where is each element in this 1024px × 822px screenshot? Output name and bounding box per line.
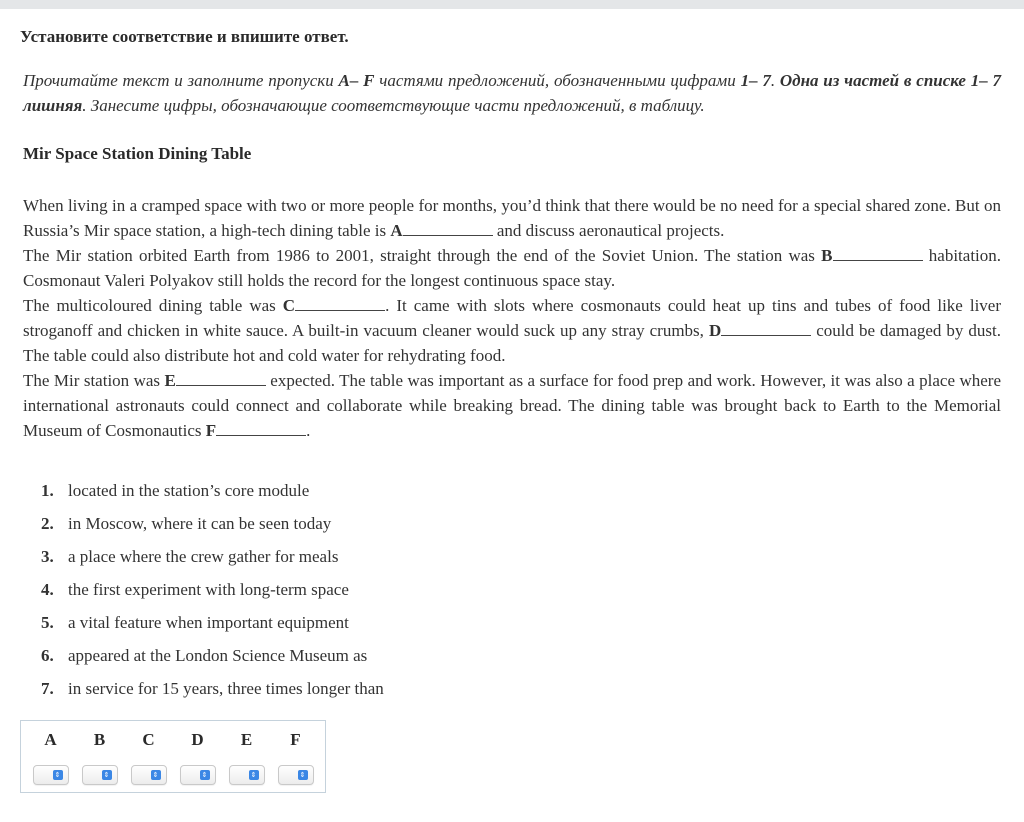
- gap-line-c: [295, 295, 385, 311]
- gap-letter-a: A: [390, 221, 403, 240]
- answer-select-f[interactable]: [278, 765, 314, 785]
- gap-line-e: [176, 370, 266, 386]
- reading-text: [23, 193, 1001, 443]
- option-item: 1. located in the station’s core module: [41, 481, 310, 500]
- answer-header-a: A: [44, 730, 57, 749]
- paragraph-4: The Mir station was E expected. The table was important as a surface for food prep and work. However, it was also a place where international astronauts could connect and collaborate while breaking bread. The dining table was brought back to Earth to the Memorial Museum of Cosmonautics F .: [23, 371, 1002, 440]
- updown-arrows-icon: ⇕: [200, 770, 210, 780]
- answer-column-c: [124, 721, 173, 792]
- answer-select-e[interactable]: [229, 765, 265, 785]
- answer-header-e: E: [240, 730, 253, 749]
- task-heading: Установите соответствие и впишите ответ.: [20, 27, 349, 46]
- answer-select-c[interactable]: [131, 765, 167, 785]
- gap-letter-e: E: [164, 371, 176, 390]
- answer-column-f: [271, 721, 320, 792]
- option-item: 7. in service for 15 years, three times longer than: [41, 679, 384, 698]
- text-title: Mir Space Station Dining Table: [23, 144, 252, 163]
- gap-letter-b: B: [821, 246, 833, 265]
- updown-arrows-icon: ⇕: [53, 770, 63, 780]
- answer-select-d[interactable]: [180, 765, 216, 785]
- answer-select-b[interactable]: [82, 765, 118, 785]
- answer-column-a: [26, 721, 75, 792]
- option-item: 3. a place where the crew gather for meals: [41, 547, 339, 566]
- updown-arrows-icon: ⇕: [151, 770, 161, 780]
- paragraph-2: The Mir station orbited Earth from 1986 to 2001, straight through the end of the Soviet Union. The station was B habitation. Cosmonaut Valeri Polyakov still holds the record for the longest continuous space stay.: [23, 246, 1002, 290]
- gap-letter-d: D: [708, 321, 722, 340]
- option-item: 6. appeared at the London Science Museum as: [41, 646, 368, 665]
- gap-letter-c: C: [282, 296, 296, 315]
- updown-arrows-icon: ⇕: [298, 770, 308, 780]
- answer-select-a[interactable]: [33, 765, 69, 785]
- paragraph-3: The multicoloured dining table was C . It came with slots where cosmonauts could heat up tins and tubes of food like liver stroganoff and chicken in white sauce. A built-in vacuum cleaner would suck up any stray crumbs, D could be damaged by dust. The table could also distribute hot and cold water for rehydrating food.: [23, 296, 1002, 365]
- option-item: 2. in Moscow, where it can be seen today: [41, 514, 332, 533]
- updown-arrows-icon: ⇕: [249, 770, 259, 780]
- gap-letter-f: F: [205, 421, 217, 440]
- paragraph-1: When living in a cramped space with two or more people for months, you’d think that there would be no need for a special shared zone. But on Russia’s Mir space station, a high-tech dining table is A and discuss aeronautical projects.: [23, 196, 1001, 240]
- option-item: 4. the first experiment with long-term space: [41, 580, 349, 599]
- answer-header-b: B: [93, 730, 106, 749]
- answer-table: [20, 720, 326, 793]
- gap-line-a: [403, 220, 493, 236]
- gap-line-b: [833, 245, 923, 261]
- updown-arrows-icon: ⇕: [102, 770, 112, 780]
- answer-header-d: D: [191, 730, 204, 749]
- task-instruction: Прочитайте текст и заполните пропуски A– F частями предложений, обозначенными цифрами 1– 7. Одна из частей в списке 1– 7 лишняя. Занесите цифры, обозначающие соответствующие части предложений, в таблицу.: [23, 71, 1002, 115]
- top-bar: [0, 0, 1024, 9]
- answer-column-b: [75, 721, 124, 792]
- option-item: 5. a vital feature when important equipment: [41, 613, 349, 632]
- answer-header-c: C: [142, 730, 155, 749]
- answer-header-f: F: [290, 730, 301, 749]
- gap-line-d: [721, 320, 811, 336]
- gap-line-f: [216, 420, 306, 436]
- answer-column-e: [222, 721, 271, 792]
- options-list: [41, 478, 384, 709]
- answer-column-d: [173, 721, 222, 792]
